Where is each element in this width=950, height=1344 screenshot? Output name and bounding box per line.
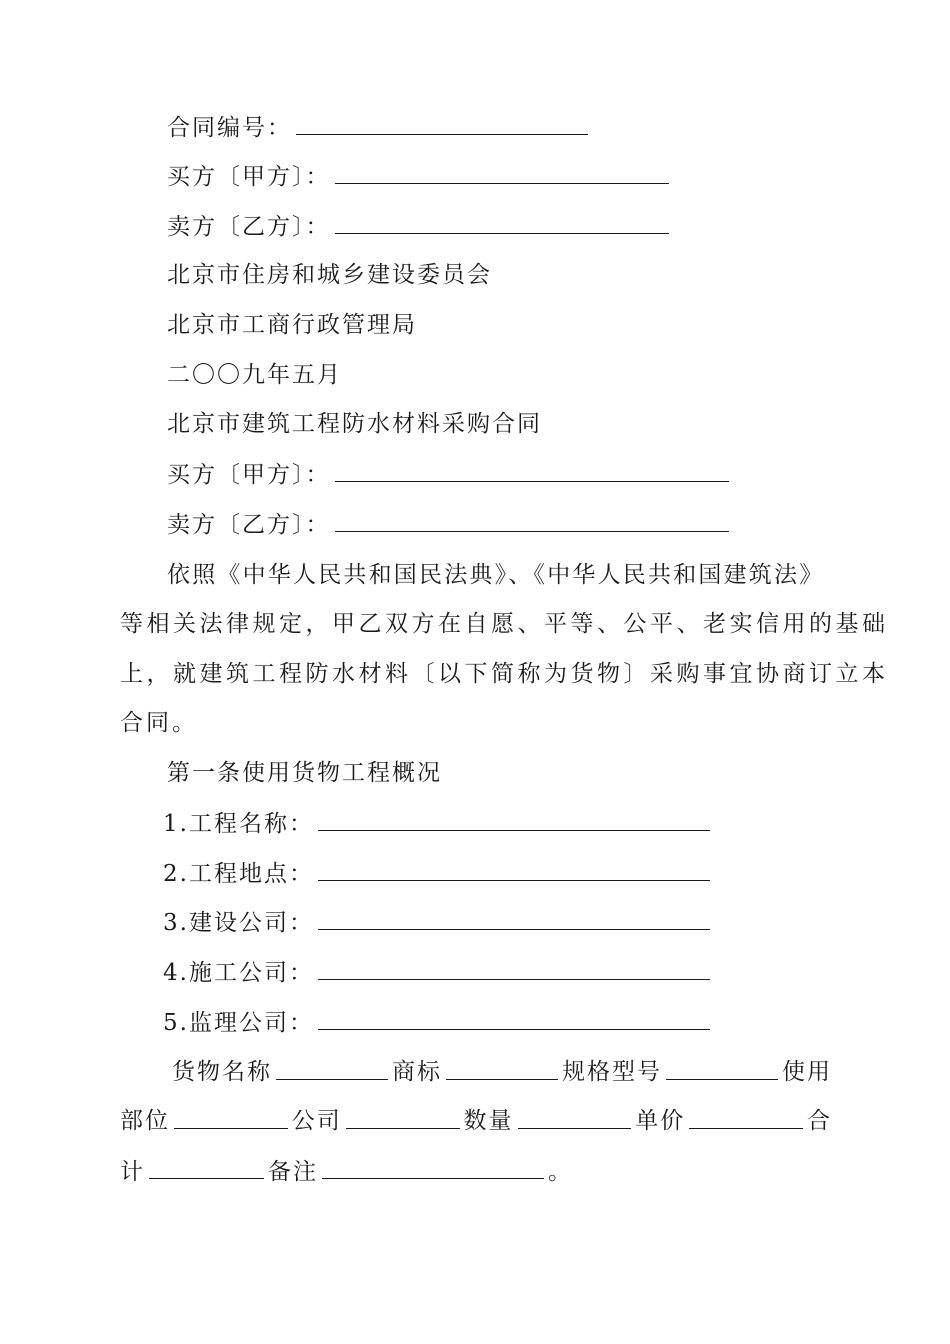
project-name-blank[interactable] [318, 808, 710, 831]
preamble-line-4: 合同。 [120, 710, 198, 736]
cover-seller-label: 卖方〔乙方〕： [167, 214, 331, 240]
remark-blank[interactable] [322, 1156, 544, 1179]
cover-buyer-label: 买方〔甲方〕： [167, 164, 331, 190]
project-location-blank[interactable] [318, 858, 710, 881]
supervisor-company-blank[interactable] [318, 1007, 710, 1030]
item-supervisor-company [163, 1007, 714, 1037]
item-project-name [163, 808, 714, 838]
quantity-blank[interactable] [518, 1106, 632, 1129]
total-label-part-2: 计 [120, 1159, 145, 1185]
builder-company-blank[interactable] [318, 957, 710, 980]
contract-title: 北京市建筑工程防水材料采购合同 [167, 411, 542, 437]
remark-label: 备注 [268, 1159, 318, 1185]
seller-blank[interactable] [335, 509, 729, 532]
cover-seller-line [167, 211, 673, 241]
total-blank[interactable] [149, 1156, 264, 1179]
preamble-line-1: 依照《中华人民共和国民法典》、《中华人民共和国建筑法》 [167, 562, 825, 588]
unit-price-blank[interactable] [689, 1106, 803, 1129]
item-label: 1.工程名称： [163, 811, 314, 837]
item-label: 5.监理公司： [163, 1010, 314, 1036]
item-label: 2.工程地点： [163, 861, 314, 887]
seller-label: 卖方〔乙方〕： [167, 512, 331, 538]
buyer-blank[interactable] [335, 459, 729, 482]
use-blank[interactable] [174, 1106, 288, 1129]
issue-date: 二〇〇九年五月 [167, 362, 342, 388]
goods-name-label: 货物名称 [172, 1059, 272, 1085]
item-label: 4.施工公司： [163, 960, 314, 986]
quantity-label: 数量 [463, 1108, 514, 1134]
brand-label: 商标 [392, 1059, 442, 1085]
item-project-location [163, 858, 714, 888]
seller-line [167, 509, 733, 539]
preamble-line-3: 上，就建筑工程防水材料〔以下简称为货物〕采购事宜协商订立本 [120, 661, 889, 687]
goods-line-3 [120, 1156, 832, 1186]
buyer-label: 买方〔甲方〕： [167, 462, 331, 488]
item-label: 3.建设公司： [163, 910, 314, 936]
issuer-1: 北京市住房和城乡建设委员会 [167, 262, 492, 288]
contract-number-label: 合同编号： [167, 115, 292, 141]
company-label: 公司 [291, 1108, 342, 1134]
buyer-line [167, 459, 733, 489]
contract-number-line [167, 112, 592, 142]
spec-label: 规格型号 [562, 1059, 662, 1085]
spec-blank[interactable] [666, 1057, 778, 1080]
cover-buyer-blank[interactable] [335, 161, 669, 184]
preamble-line-2: 等相关法律规定，甲乙双方在自愿、平等、公平、老实信用的基础 [120, 611, 889, 637]
company-blank[interactable] [346, 1106, 460, 1129]
goods-name-blank[interactable] [276, 1057, 388, 1080]
brand-blank[interactable] [446, 1057, 558, 1080]
article-1-title: 第一条使用货物工程概况 [167, 760, 442, 786]
goods-line-1 [172, 1057, 832, 1087]
use-label-part-2: 部位 [120, 1108, 170, 1134]
item-construction-company [163, 907, 714, 937]
cover-seller-blank[interactable] [335, 211, 669, 234]
item-builder-company [163, 957, 714, 987]
issuer-2: 北京市工商行政管理局 [167, 312, 417, 338]
end-mark: 。 [548, 1159, 573, 1185]
use-label-part-1: 使用 [782, 1059, 832, 1085]
unit-price-label: 单价 [635, 1108, 686, 1134]
goods-line-2 [120, 1106, 832, 1136]
total-label-part-1: 合 [807, 1108, 832, 1134]
cover-buyer-line [167, 161, 673, 191]
contract-number-blank[interactable] [296, 112, 588, 135]
construction-company-blank[interactable] [318, 907, 710, 930]
